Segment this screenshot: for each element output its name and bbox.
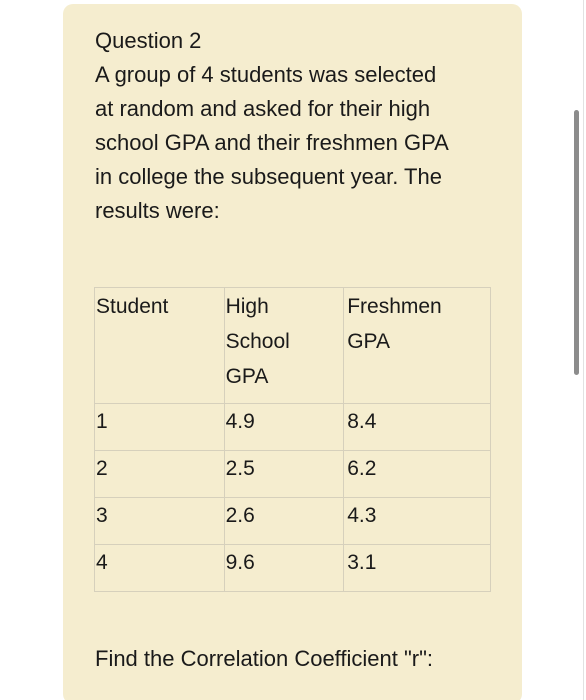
question-text-line: A group of 4 students was selected [95, 62, 437, 87]
header-student-line: Student [96, 295, 169, 318]
cell-high-school-gpa: 9.6 [224, 545, 344, 592]
header-high-school-gpa-line: GPA [225, 365, 269, 388]
header-high-school-gpa-line: School [225, 330, 290, 353]
header-freshmen-gpa [344, 288, 491, 404]
header-high-school-gpa-line: High [225, 295, 269, 318]
table-header-row [95, 288, 491, 404]
question-text-line: school GPA and their freshmen GPA [95, 130, 449, 155]
header-freshmen-gpa-line: GPA [347, 330, 390, 353]
cell-freshmen-gpa: 8.4 [344, 404, 491, 451]
table-row [95, 404, 491, 451]
table-row [95, 451, 491, 498]
question-text [95, 58, 495, 228]
question-text-line: results were: [95, 198, 220, 223]
correlation-prompt: Find the Correlation Coefficient "r": [95, 646, 434, 671]
cell-student: 2 [95, 451, 225, 498]
table-row [95, 545, 491, 592]
gpa-table [94, 287, 491, 592]
cell-high-school-gpa: 2.5 [224, 451, 344, 498]
cell-high-school-gpa: 2.6 [224, 498, 344, 545]
cell-student: 4 [95, 545, 225, 592]
table-row [95, 498, 491, 545]
header-high-school-gpa [224, 288, 344, 404]
question-title: Question 2 [95, 28, 202, 53]
cell-freshmen-gpa: 4.3 [344, 498, 491, 545]
header-freshmen-gpa-line: Freshmen [347, 295, 442, 318]
page-edge-divider [583, 0, 584, 700]
cell-student: 3 [95, 498, 225, 545]
vertical-scrollbar[interactable] [574, 110, 579, 375]
cell-high-school-gpa: 4.9 [224, 404, 344, 451]
cell-freshmen-gpa: 3.1 [344, 545, 491, 592]
question-text-line: at random and asked for their high [95, 96, 431, 121]
question-text-line: in college the subsequent year. The [95, 164, 442, 189]
header-student [95, 288, 225, 404]
cell-student: 1 [95, 404, 225, 451]
cell-freshmen-gpa: 6.2 [344, 451, 491, 498]
